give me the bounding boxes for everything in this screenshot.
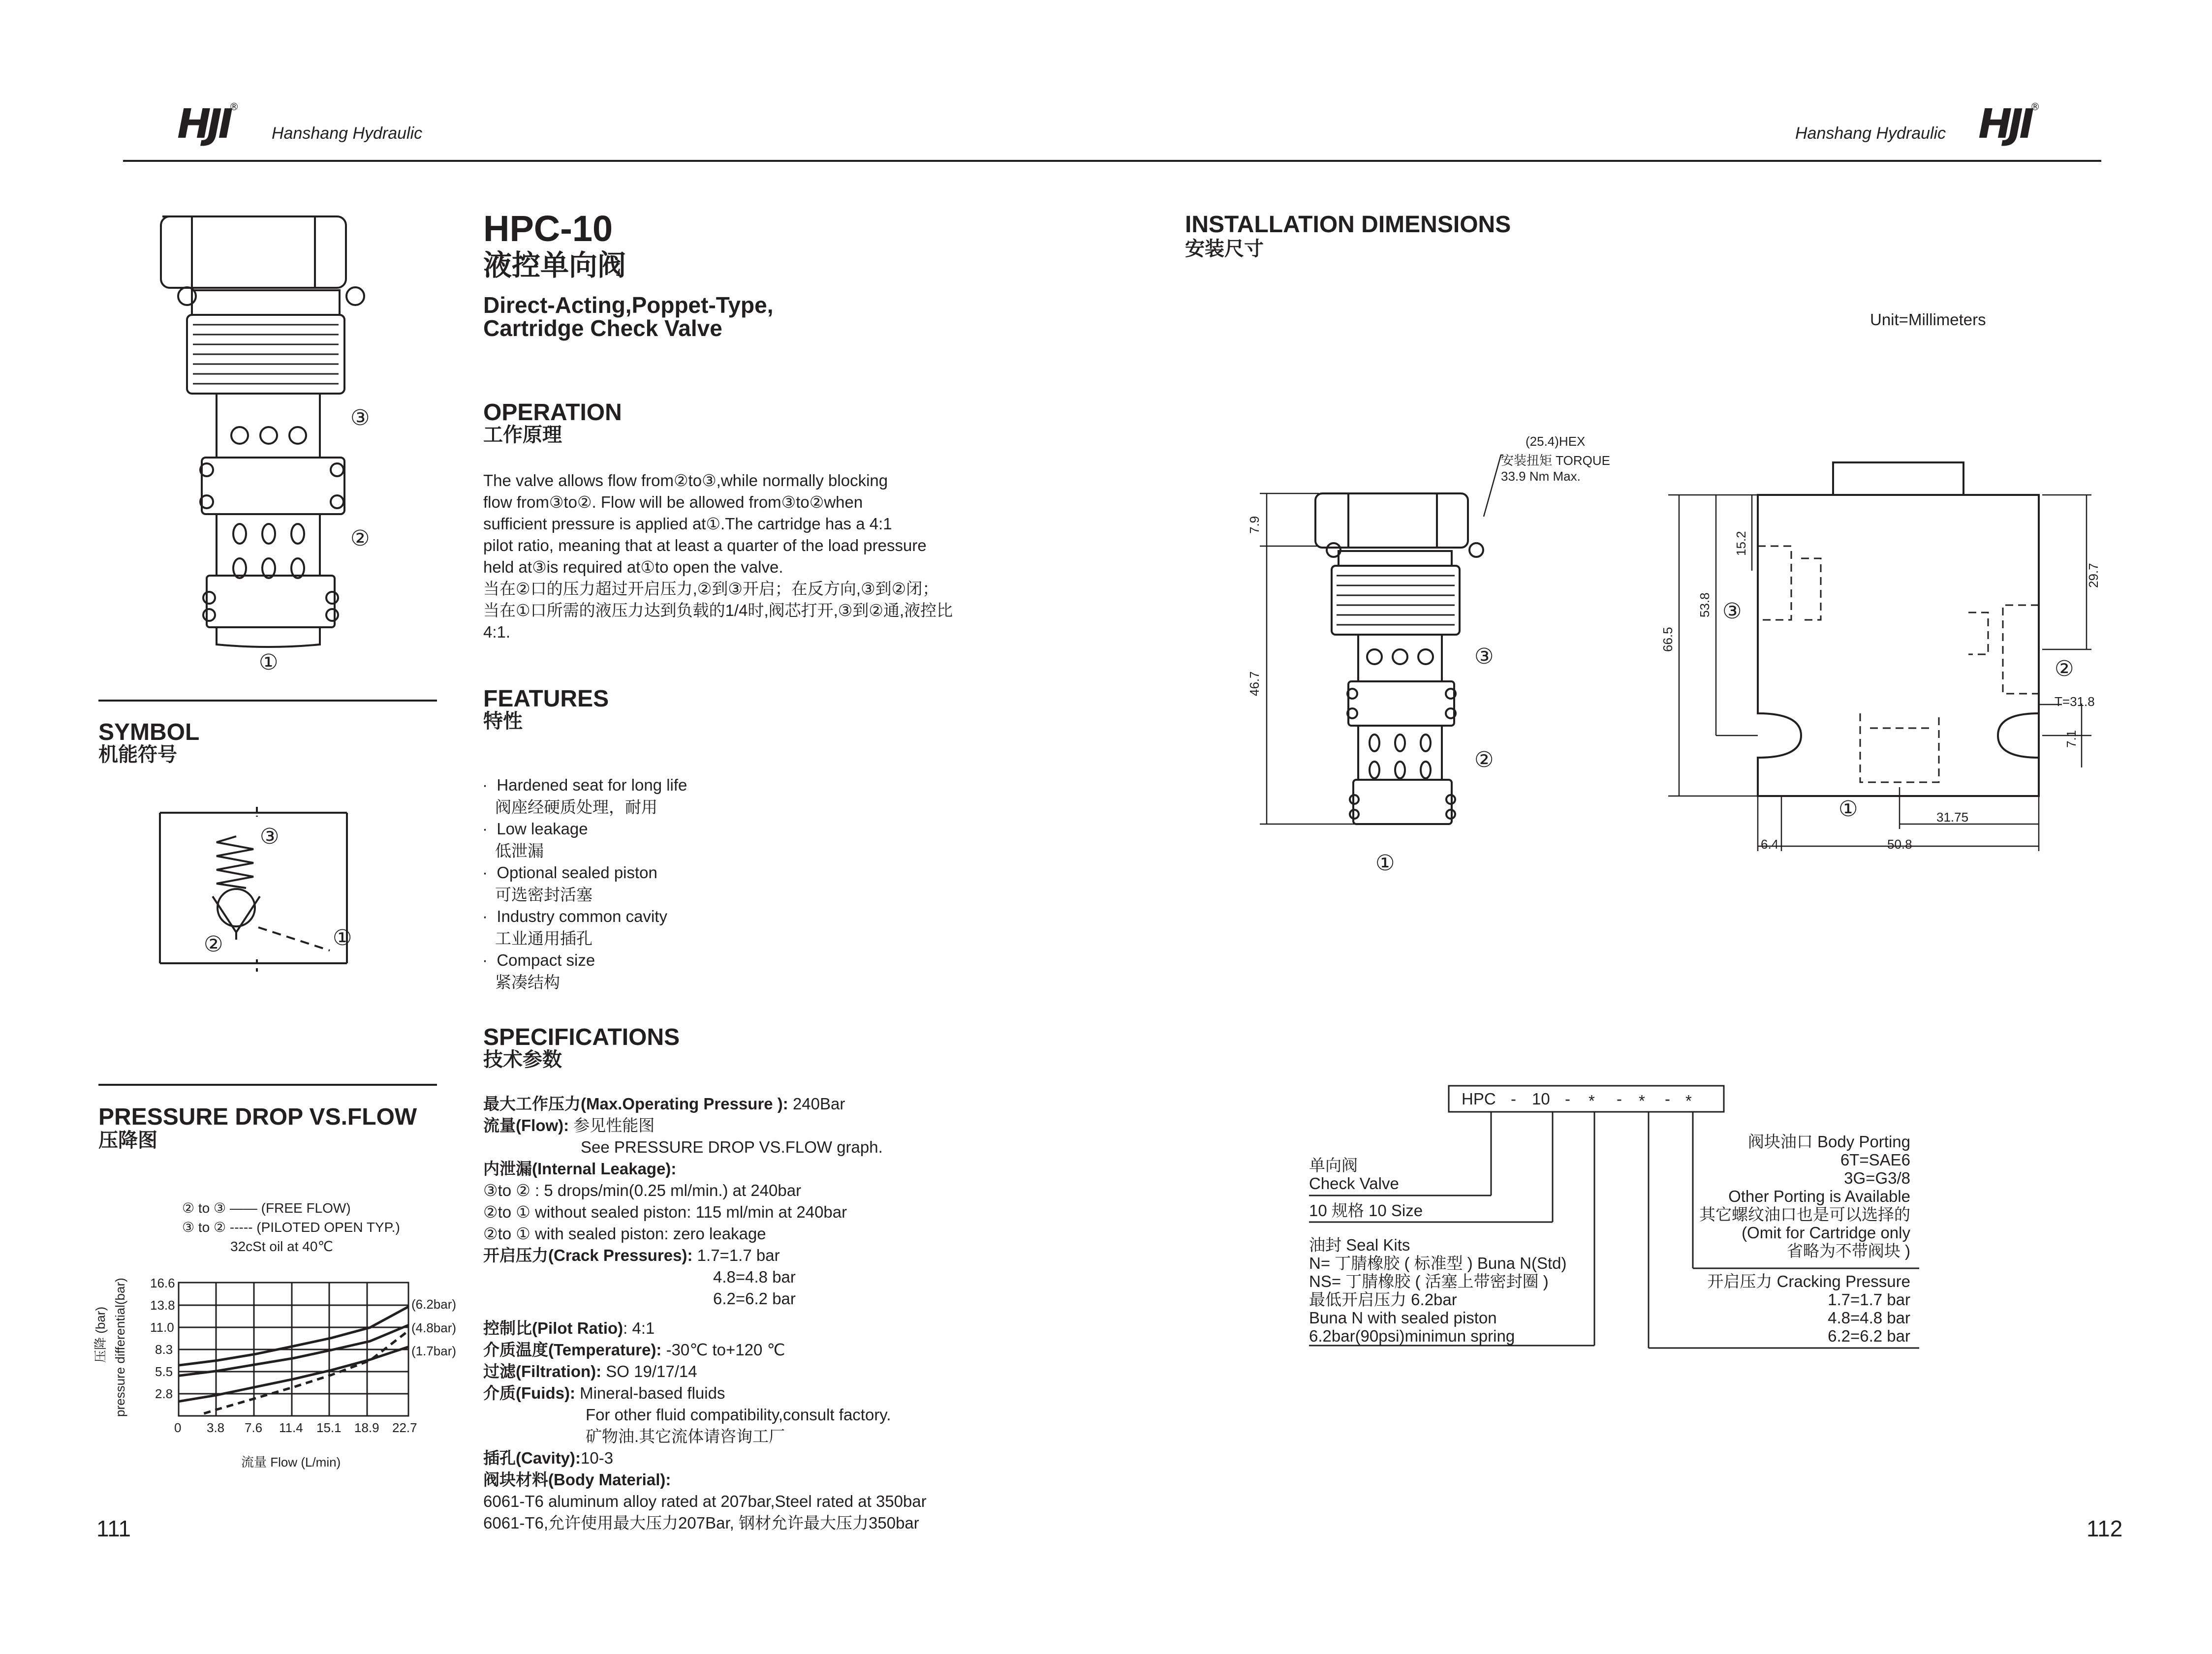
operation-title-cn: 工作原理: [483, 424, 562, 446]
install-title: INSTALLATION DIMENSIONS: [1185, 212, 1511, 238]
order-code-size: 10: [1532, 1090, 1550, 1108]
dim-15.2: 15.2: [1734, 531, 1748, 556]
x-tick-label: 18.9: [354, 1420, 379, 1435]
operation-text: [483, 470, 953, 643]
block-port-3-label: ③: [1722, 599, 1742, 623]
product-name-cn: 液控单向阀: [483, 249, 626, 281]
install-cartridge-dims: [1260, 455, 1503, 824]
install-port-2-label: ②: [1474, 748, 1494, 772]
series-label-6.2: (6.2bar): [411, 1297, 457, 1312]
spec-crack-3: 6.2=6.2 bar: [713, 1289, 796, 1308]
y-tick-label: 13.8: [150, 1298, 175, 1313]
feature-item: · Industry common cavity: [482, 907, 667, 925]
x-tick-label: 0: [174, 1420, 182, 1435]
feature-item-cn: 低泄漏: [495, 841, 544, 860]
spec-crack: 开启压力(Crack Pressures): 1.7=1.7 bar: [483, 1246, 780, 1264]
brand-logo-right: HJI®: [1978, 101, 2040, 148]
spec-body-label: 阀块材料(Body Material):: [483, 1470, 671, 1489]
hex-label: (25.4)HEX: [1526, 434, 1586, 449]
spec-leakage-2: ②to ① without sealed piston: 115 ml/min at 240bar: [483, 1203, 847, 1221]
chart-series-group: [179, 1307, 408, 1413]
operation-line: The valve allows flow from②to③,while normally blocking: [483, 471, 888, 490]
manifold-dims: [1668, 495, 2091, 851]
operation-line: 当在①口所需的液压力达到负载的1/4时,阀芯打开,③到②通,液控比: [483, 601, 953, 619]
dim-t-31.8: T=31.8: [2055, 694, 2095, 709]
cartridge-port-2-label: ②: [350, 526, 370, 551]
order-port-title: 阀块油口 Body Porting: [1747, 1133, 1910, 1151]
y-axis-label-cn: 压降 (bar): [93, 1306, 108, 1363]
order-seal-title: 油封 Seal Kits: [1309, 1236, 1410, 1254]
install-unit: Unit=Millimeters: [1870, 310, 1986, 329]
pd-title: PRESSURE DROP VS.FLOW: [98, 1104, 417, 1130]
chart-series-line-1: [179, 1325, 408, 1376]
feature-item: · Hardened seat for long life: [482, 776, 687, 794]
manifold-block-drawing: [1758, 462, 2039, 796]
product-desc-line2: Cartridge Check Valve: [483, 315, 722, 341]
y-tick-label: 5.5: [155, 1364, 173, 1379]
spec-leakage-1: ③to ② : 5 drops/min(0.25 ml/min.) at 240bar: [483, 1181, 802, 1199]
product-desc-line1: Direct-Acting,Poppet-Type,: [483, 292, 774, 318]
order-crack-3: 6.2=6.2 bar: [1828, 1327, 1910, 1345]
page-number-right: 112: [2087, 1516, 2123, 1541]
order-size: 10 规格 10 Size: [1309, 1201, 1423, 1220]
order-port-3g: 3G=G3/8: [1844, 1169, 1910, 1187]
order-port-omit-cn: 省略为不带阀块 ): [1786, 1242, 1910, 1260]
dim-50.8: 50.8: [1887, 837, 1912, 852]
features-title-cn: 特性: [483, 710, 523, 732]
dim-7.1: 7.1: [2064, 730, 2079, 748]
order-seal-kits: [1309, 1236, 1567, 1345]
spec-filter: 过滤(Filtration): SO 19/17/14: [483, 1362, 697, 1380]
x-tick-label: 7.6: [245, 1420, 263, 1435]
order-code-sep: -: [1511, 1090, 1516, 1108]
spec-leakage-3: ②to ① with sealed piston: zero leakage: [483, 1225, 766, 1243]
order-crack-2: 4.8=4.8 bar: [1828, 1309, 1910, 1327]
brand-name-left: Hanshang Hydraulic: [272, 124, 423, 143]
block-port-1-label: ①: [1838, 797, 1858, 821]
symbol-port-3-label: ③: [260, 825, 280, 849]
torque-label: 安装扭矩 TORQUE: [1501, 453, 1610, 468]
order-code-sep: -: [1617, 1090, 1622, 1108]
specs-title: SPECIFICATIONS: [483, 1024, 680, 1050]
specs-list: [483, 1093, 927, 1534]
feature-item-cn: 紧凑结构: [495, 973, 560, 991]
y-axis-label-en: pressure differential(bar): [113, 1278, 127, 1417]
x-tick-label: 3.8: [207, 1420, 225, 1435]
order-crack-1: 1.7=1.7 bar: [1828, 1290, 1910, 1309]
feature-item: · Compact size: [482, 951, 595, 969]
spec-flow: 流量(Flow): 参见性能图: [483, 1116, 655, 1134]
y-tick-label: 8.3: [155, 1342, 173, 1357]
x-axis-label: 流量 Flow (L/min): [241, 1455, 341, 1470]
series-label-1.7: (1.7bar): [411, 1344, 457, 1358]
x-tick-label: 11.4: [279, 1420, 303, 1435]
order-check-valve: [1309, 1156, 1399, 1193]
order-seal-ns: NS= 丁腈橡胶 ( 活塞上带密封圈 ): [1309, 1272, 1549, 1290]
order-port-6t: 6T=SAE6: [1840, 1151, 1910, 1169]
chart-legend-2: ③ to ② ----- (PILOTED OPEN TYP.): [182, 1220, 400, 1235]
spec-fluid-note2: 矿物油.其它流体请咨询工厂: [586, 1427, 785, 1445]
order-code-sep: -: [1565, 1090, 1570, 1108]
x-tick-label: 22.7: [392, 1420, 417, 1435]
cartridge-port-3-label: ③: [350, 406, 370, 430]
order-seal-n: N= 丁腈橡胶 ( 标准型 ) Buna N(Std): [1309, 1254, 1567, 1272]
specs-title-cn: 技术参数: [483, 1049, 562, 1071]
order-code-star: *: [1685, 1092, 1692, 1110]
order-check-en: Check Valve: [1309, 1174, 1399, 1193]
page-number-left: 111: [96, 1516, 131, 1541]
torque-value: 33.9 Nm Max.: [1501, 469, 1581, 484]
cartridge-drawing: [161, 216, 364, 647]
spec-cavity: 插孔(Cavity):10-3: [483, 1449, 614, 1467]
order-port-omit: (Omit for Cartridge only: [1742, 1224, 1910, 1242]
dim-53.8: 53.8: [1697, 592, 1712, 617]
order-code-sep: -: [1665, 1090, 1670, 1108]
operation-title: OPERATION: [483, 399, 622, 426]
spec-temp: 介质温度(Temperature): -30℃ to+120 ℃: [483, 1341, 785, 1359]
operation-line: 4:1.: [483, 623, 511, 641]
order-port-other-cn: 其它螺纹油口也是可以选择的: [1699, 1205, 1910, 1224]
order-code-hpc: HPC: [1462, 1090, 1496, 1108]
block-port-2-label: ②: [2055, 657, 2074, 681]
spec-fluid: 介质(Fuids): Mineral-based fluids: [483, 1384, 725, 1402]
order-code-star: *: [1639, 1092, 1645, 1110]
y-tick-label: 11.0: [150, 1320, 174, 1335]
spec-body-1: 6061-T6 aluminum alloy rated at 207bar,Steel rated at 350bar: [483, 1492, 927, 1510]
brand-logo-left: HJI®: [177, 101, 239, 148]
symbol-title: SYMBOL: [98, 719, 200, 745]
order-port-other: Other Porting is Available: [1728, 1187, 1910, 1205]
dim-46.7: 46.7: [1247, 671, 1262, 696]
operation-line: flow from③to②. Flow will be allowed from③to②when: [483, 493, 863, 511]
dim-6.4: 6.4: [1761, 837, 1779, 852]
spec-flow-note: See PRESSURE DROP VS.FLOW graph.: [581, 1138, 883, 1156]
chart-legend-1: ② to ③ —— (FREE FLOW): [182, 1200, 351, 1216]
features-list: [482, 774, 687, 993]
install-cartridge-drawing: [1315, 493, 1483, 824]
operation-line: pilot ratio, meaning that at least a quarter of the load pressure: [483, 536, 927, 554]
valve-symbol: [160, 807, 347, 972]
x-tick-label: 15.1: [316, 1420, 342, 1435]
operation-line: held at③is required at①to open the valve.: [483, 558, 783, 576]
y-tick-label: 2.8: [155, 1386, 173, 1401]
feature-item-cn: 工业通用插孔: [495, 929, 592, 948]
feature-item-cn: 阀座经硬质处理，耐用: [495, 797, 657, 816]
install-port-3-label: ③: [1474, 644, 1494, 669]
feature-item: · Low leakage: [482, 820, 588, 838]
symbol-port-1-label: ①: [333, 926, 352, 950]
cartridge-port-1-label: ①: [259, 650, 279, 674]
install-port-1-label: ①: [1375, 851, 1395, 875]
spec-leakage-label: 内泄漏(Internal Leakage):: [483, 1160, 677, 1178]
order-seal-spring: 6.2bar(90psi)minimun spring: [1309, 1327, 1515, 1345]
spec-pilot: 控制比(Pilot Ratio): 4:1: [483, 1319, 655, 1337]
brand-name-right: Hanshang Hydraulic: [1795, 124, 1946, 143]
order-body-porting: [1673, 1133, 1910, 1260]
order-seal-min: 最低开启压力 6.2bar: [1309, 1290, 1457, 1309]
symbol-port-2-label: ②: [204, 932, 223, 956]
order-crack-title: 开启压力 Cracking Pressure: [1707, 1272, 1910, 1290]
product-model: HPC-10: [483, 208, 613, 249]
spec-max-pressure: 最大工作压力(Max.Operating Pressure ): 240Bar: [483, 1095, 845, 1113]
order-seal-buna: Buna N with sealed piston: [1309, 1309, 1497, 1327]
order-cracking-pressure: [1673, 1272, 1910, 1345]
series-label-4.8: (4.8bar): [411, 1320, 457, 1335]
dim-31.75: 31.75: [1936, 810, 1969, 825]
operation-line: 当在②口的压力超过开启压力,②到③开启；在反方向,③到②闭；: [483, 580, 939, 598]
order-check-cn: 单向阀: [1309, 1156, 1358, 1174]
feature-item: · Optional sealed piston: [482, 863, 657, 882]
feature-item-cn: 可选密封活塞: [495, 885, 592, 904]
features-title: FEATURES: [483, 686, 609, 712]
order-code-star: *: [1589, 1092, 1595, 1110]
spec-crack-2: 4.8=4.8 bar: [713, 1268, 796, 1286]
spec-body-2: 6061-T6,允许使用最大压力207Bar, 钢材允许最大压力350bar: [483, 1514, 919, 1532]
y-tick-label: 16.6: [150, 1276, 175, 1290]
dim-66.5: 66.5: [1660, 627, 1675, 652]
install-title-cn: 安装尺寸: [1185, 238, 1264, 260]
symbol-title-cn: 机能符号: [98, 744, 177, 766]
dim-29.7: 29.7: [2086, 563, 2101, 588]
dim-7.9: 7.9: [1247, 516, 1262, 534]
operation-line: sufficient pressure is applied at①.The cartridge has a 4:1: [483, 515, 892, 533]
spec-fluid-note1: For other fluid compatibility,consult factory.: [586, 1406, 891, 1424]
chart-note: 32cSt oil at 40℃: [230, 1239, 333, 1254]
pd-title-cn: 压降图: [98, 1130, 157, 1151]
